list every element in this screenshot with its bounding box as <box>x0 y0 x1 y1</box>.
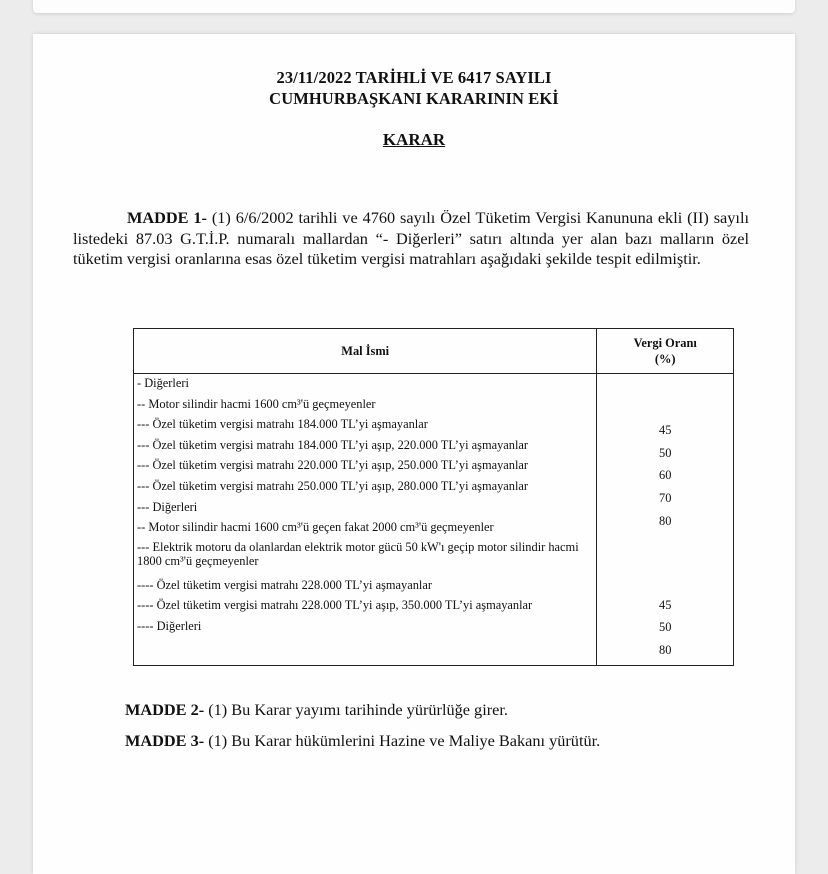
table-row-rate <box>600 375 730 398</box>
table-row-name: --- Diğerleri <box>137 499 198 514</box>
table-row-rate <box>600 556 730 595</box>
table-row-name: ---- Özel tüketim vergisi matrahı 228.000 TL’yi aşmayanlar <box>137 577 433 592</box>
vergi-orani-label: Vergi Oranı <box>633 336 697 350</box>
table-row-name: --- Özel tüketim vergisi matrahı 184.000 TL’yi aşmayanlar <box>137 417 428 432</box>
header-line-1: 23/11/2022 TARİHLİ VE 6417 SAYILI <box>276 68 552 87</box>
table-row-name: --- Özel tüketim vergisi matrahı 220.000 TL’yi aşıp, 250.000 TL’yi aşmayanlar <box>137 458 529 473</box>
vergi-orani-unit: (%) <box>654 352 676 366</box>
table-row-rate: 80 <box>659 513 672 528</box>
table-row-rate <box>600 533 730 556</box>
item-names-cell <box>134 374 597 666</box>
table-row-name: -- Motor silindir hacmi 1600 cm³'ü geçen fakat 2000 cm³'ü geçmeyenler <box>137 520 494 535</box>
table-body-row <box>134 374 734 666</box>
table-row-name: --- Elektrik motoru da olanlardan elektrik motor gücü 50 kW'ı geçip motor silindir hacmi 1800 cm³'ü geçmeyenler <box>137 539 579 569</box>
karar-heading: KARAR <box>382 130 446 149</box>
table-header-row <box>134 329 734 374</box>
header-line-2: CUMHURBAŞKANI KARARININ EKİ <box>269 89 559 108</box>
table-row-name: -- Motor silindir hacmi 1600 cm³'ü geçmeyenler <box>137 396 376 411</box>
table-row-name: - Diğerleri <box>137 376 189 390</box>
madde-2-paragraph <box>125 700 508 720</box>
previous-page-edge <box>33 0 795 13</box>
table-row-rate: 45 <box>659 597 672 612</box>
table-row-name: --- Özel tüketim vergisi matrahı 184.000 TL’yi aşıp, 220.000 TL’yi aşmayanlar <box>137 437 529 452</box>
table-row-rate: 45 <box>659 423 672 438</box>
table-row-name: ---- Özel tüketim vergisi matrahı 228.000 TL’yi aşıp, 350.000 TL’yi aşmayanlar <box>137 598 533 613</box>
tax-rate-table <box>133 328 734 666</box>
table-row-rate: 70 <box>659 490 672 505</box>
table-row-rate: 60 <box>659 468 672 483</box>
document-page <box>33 34 795 874</box>
column-header-mal-ismi: Mal İsmi <box>134 329 597 374</box>
madde-2-label: MADDE 2- <box>125 700 205 719</box>
table-row-rate <box>600 398 730 421</box>
table-row-rate: 50 <box>659 620 672 635</box>
madde-1-label: MADDE 1- <box>127 208 207 227</box>
table-row-name: --- Özel tüketim vergisi matrahı 250.000 TL’yi aşıp, 280.000 TL’yi aşmayanlar <box>137 478 529 493</box>
column-header-vergi-orani <box>597 329 734 374</box>
madde-3-paragraph <box>125 731 600 751</box>
madde-2-text: (1) Bu Karar yayımı tarihinde yürürlüğe girer. <box>204 700 508 719</box>
rates-cell <box>597 374 734 666</box>
table-row-name: ---- Diğerleri <box>137 618 202 633</box>
madde-1-text: (1) 6/6/2002 tarihli ve 4760 sayılı Özel Tüketim Vergisi Kanununa ekli (II) sayılı listedeki 87.03 G.T.İ.P. numaralı mallardan “- Diğerleri” satırı altında yer alan bazı malların özel tüketim vergisi oranlarına esas özel tüketim vergisi matrahları aşağıdaki şekilde tespit edilmiştir. <box>73 208 749 268</box>
madde-3-label: MADDE 3- <box>125 731 205 750</box>
madde-1-paragraph <box>73 208 749 270</box>
table-row-rate: 50 <box>659 445 672 460</box>
table-row-rate: 80 <box>659 642 672 657</box>
madde-3-text: (1) Bu Karar hükümlerini Hazine ve Maliye Bakanı yürütür. <box>204 731 601 750</box>
